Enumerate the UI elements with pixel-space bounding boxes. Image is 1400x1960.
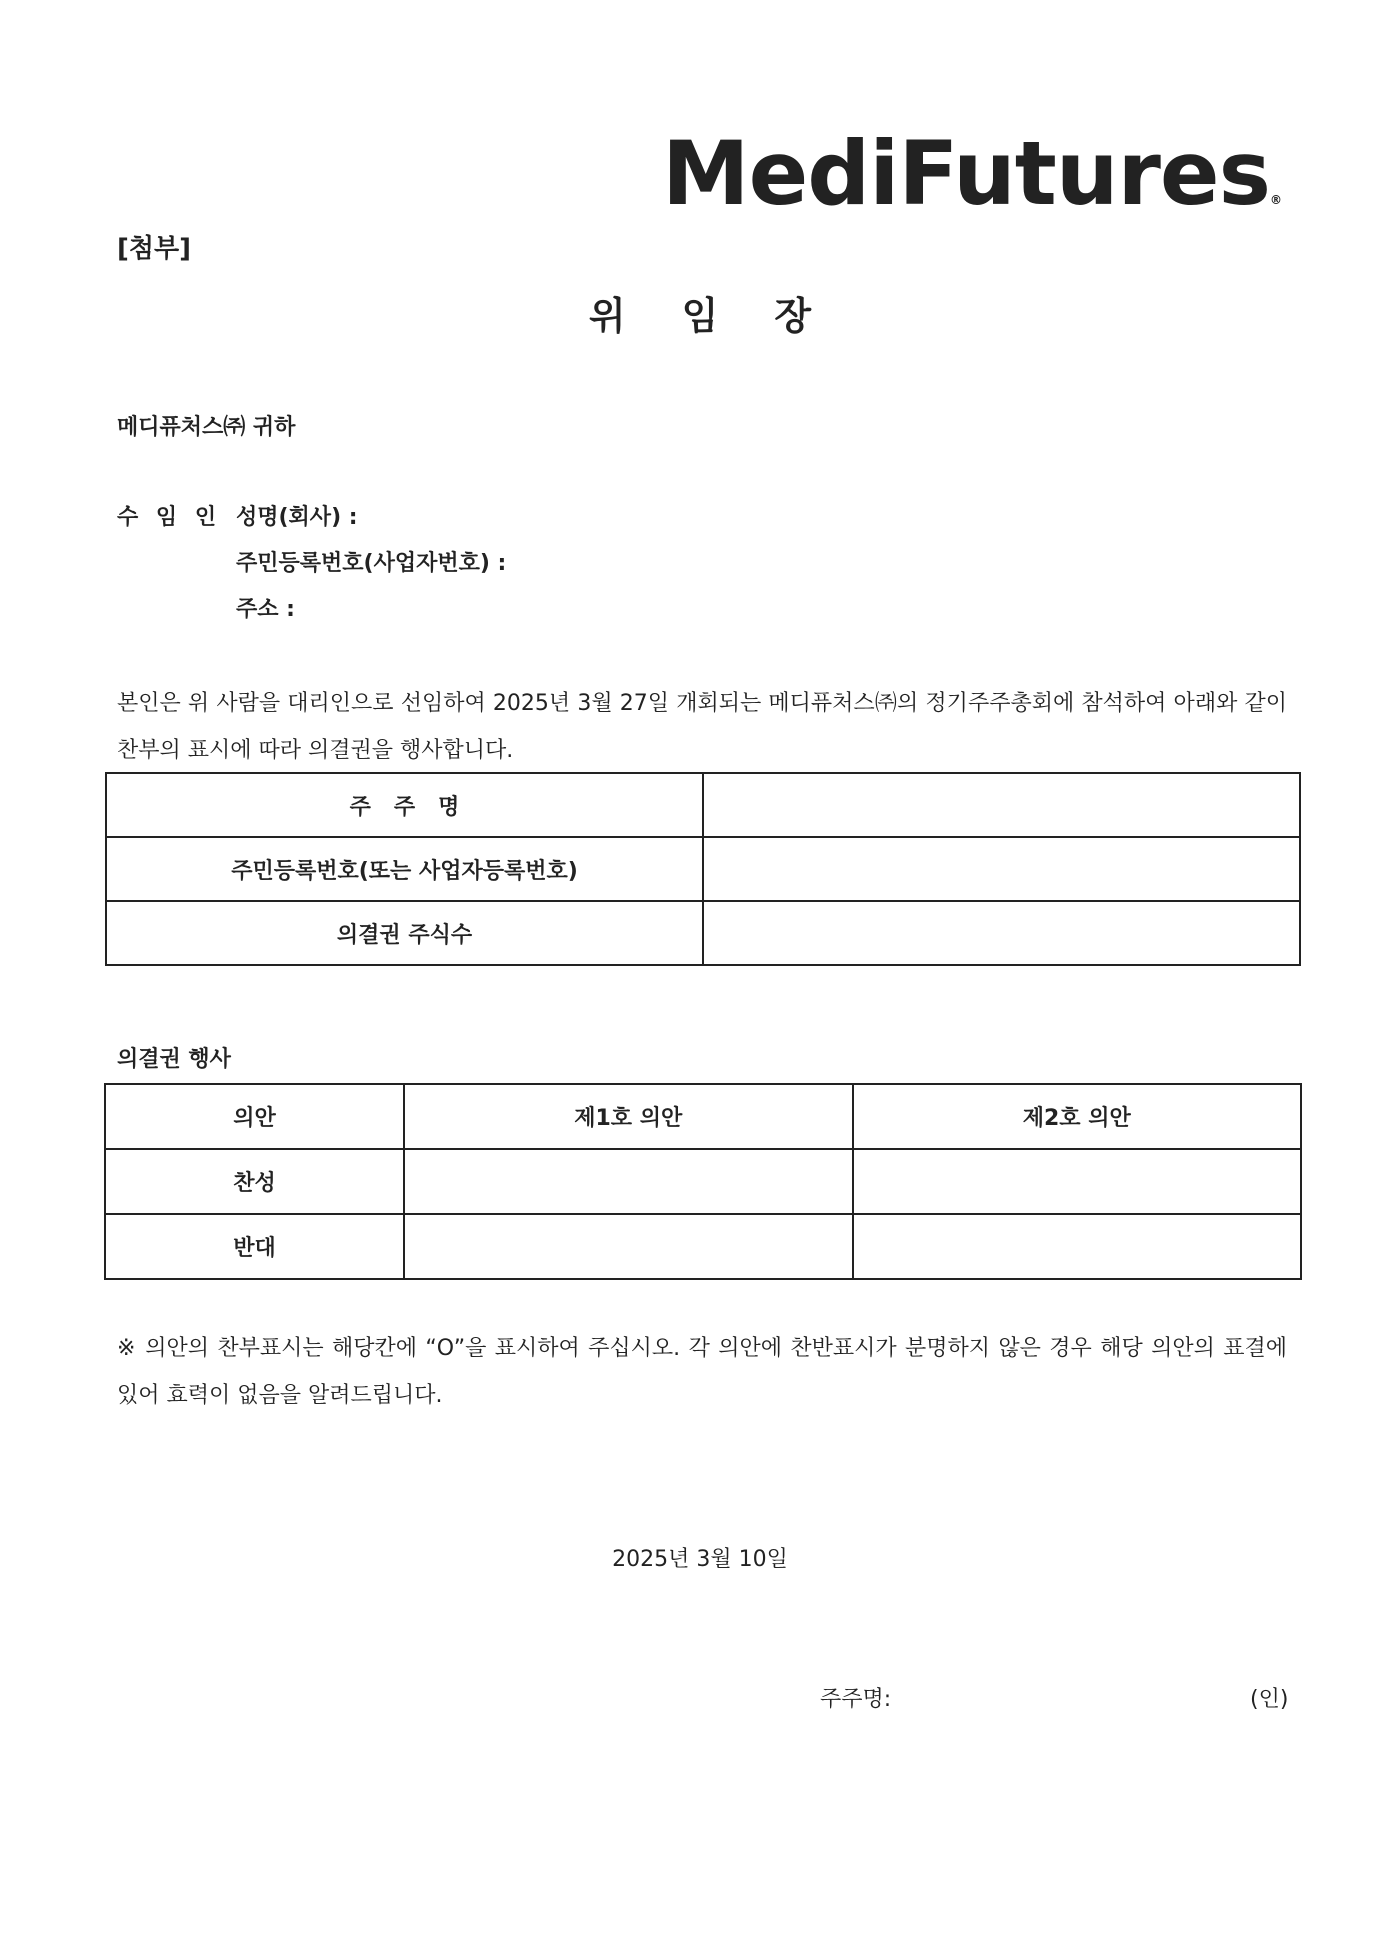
seal-label: (인) [1250,1687,1289,1712]
title-char-1: 위 [588,294,626,338]
header-agenda-1: 제1호 의안 [404,1084,853,1149]
voting-table [104,1083,1302,1280]
body-paragraph: 본인은 위 사람을 대리인으로 선임하여 2025년 3월 27일 개회되는 메디퓨처스㈜의 정기주주총회에 참석하여 아래와 같이 찬부의 표시에 따라 의결권을 행사합니다. [117,691,1287,763]
logo-text: MediFutures [662,122,1270,225]
approve-agenda-2-cell[interactable] [853,1149,1302,1214]
title-char-2: 임 [681,294,719,338]
document-title [0,285,1400,340]
title-char-3: 장 [774,294,812,338]
table-row [106,901,1300,965]
recipient-label: 수 임 인 [117,505,217,530]
shareholder-id-cell[interactable] [703,837,1300,901]
signature-label: 주주명: [820,1687,892,1712]
shareholder-name-cell[interactable] [703,773,1300,837]
addressee: 메디퓨처스㈜ 귀하 [117,415,296,440]
header-agenda: 의안 [105,1084,404,1149]
voting-section-title: 의결권 행사 [117,1047,231,1072]
shareholder-id-label: 주민등록번호(또는 사업자등록번호) [106,837,703,901]
header-agenda-2: 제2호 의안 [853,1084,1302,1149]
recipient-address-field: 주소 : [236,597,295,622]
attachment-label: [첨부] [117,234,191,264]
recipient-name-field: 성명(회사) : [236,505,358,530]
document-date: 2025년 3월 10일 [612,1547,788,1572]
instruction-note: ※ 의안의 찬부표시는 해당칸에 “O”을 표시하여 주십시오. 각 의안에 찬반표시가 분명하지 않은 경우 해당 의안의 표결에 있어 효력이 없음을 알려드립니다. [117,1336,1287,1408]
shareholder-table [105,772,1301,966]
row-label-oppose: 반대 [105,1214,404,1279]
registered-mark: ® [1269,193,1282,207]
approve-agenda-1-cell[interactable] [404,1149,853,1214]
table-row [105,1149,1301,1214]
table-header-row [105,1084,1301,1149]
company-logo [662,122,1282,225]
recipient-id-field: 주민등록번호(사업자번호) : [236,551,507,576]
row-label-approve: 찬성 [105,1149,404,1214]
table-row [106,773,1300,837]
table-row [105,1214,1301,1279]
shareholder-name-label: 주 주 명 [106,773,703,837]
shares-label: 의결권 주식수 [106,901,703,965]
oppose-agenda-2-cell[interactable] [853,1214,1302,1279]
oppose-agenda-1-cell[interactable] [404,1214,853,1279]
shares-cell[interactable] [703,901,1300,965]
table-row [106,837,1300,901]
